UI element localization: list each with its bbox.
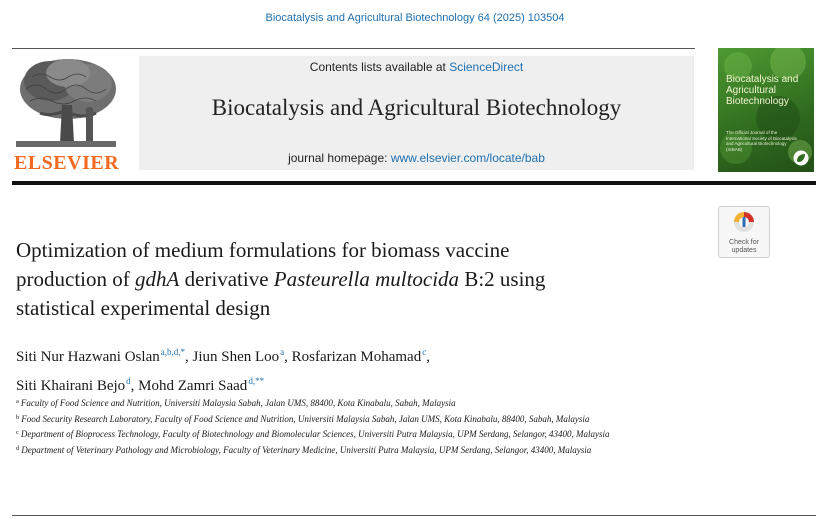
affiliation-key: a [16, 398, 19, 405]
elsevier-logo[interactable] [12, 55, 120, 173]
contents-prefix: Contents lists available at [309, 60, 450, 74]
journal-title: Biocatalysis and Agricultural Biotechnology [211, 95, 622, 120]
author-list [16, 340, 776, 398]
affiliation-item [16, 443, 706, 457]
check-label-line: updates [731, 246, 757, 254]
homepage-prefix: journal homepage: [288, 151, 391, 165]
affiliation-text: Department of Bioprocess Technology, Faculty of Biotechnology and Biomolecular Sciences, Universiti Putra Malaysia, UPM Serdang, Selangor, 43400, Malaysia [20, 429, 610, 439]
author-line [16, 369, 776, 398]
article-title [16, 236, 706, 323]
check-for-updates-label [719, 239, 769, 254]
article-title-line [16, 265, 706, 294]
contents-available-line [139, 60, 694, 74]
elsevier-wordmark: ELSEVIER [14, 152, 120, 174]
author-affiliation-marker[interactable]: c [422, 347, 427, 357]
affiliation-item [16, 427, 706, 441]
affiliation-text: Department of Veterinary Pathology and Microbiology, Faculty of Veterinary Medicine, Universiti Putra Malaysia, UPM Serdang, Selangor, 43400, Malaysia [21, 444, 592, 455]
check-label-line: Check for [729, 239, 759, 246]
author-name[interactable]: Siti Khairani Bejo [16, 378, 126, 394]
article-title-line: statistical experimental design [16, 296, 271, 320]
title-text: derivative [179, 267, 274, 291]
affiliation-key: d [16, 444, 20, 452]
affiliation-key: c [16, 429, 19, 436]
title-text: production of [16, 267, 135, 291]
title-gene-name: gdhA [134, 267, 180, 291]
author-separator: , [426, 349, 430, 365]
affiliation-text: Food Security Research Laboratory, Faculty of Food Science and Nutrition, Universiti Malaysia Sabah, Jalan UMS, Kota Kinabalu, 88400, Sabah, Malaysia [21, 413, 590, 424]
affiliation-item [16, 412, 706, 426]
article-title-line: Optimization of medium formulations for biomass vaccine [16, 238, 510, 262]
cover-title-line: Biocatalysis and [726, 74, 799, 85]
author-name[interactable]: Mohd Zamri Saad [138, 378, 248, 394]
leaf-icon [793, 150, 809, 166]
header-divider [12, 181, 816, 185]
check-for-updates-icon [733, 211, 755, 233]
journal-homepage-link[interactable]: www.elsevier.com/locate/bab [390, 151, 545, 165]
author-name[interactable]: Rosfarizan Mohamad [291, 349, 422, 365]
journal-citation[interactable]: Biocatalysis and Agricultural Biotechnology 64 (2025) 103504 [265, 12, 565, 24]
author-name[interactable]: Siti Nur Hazwani Oslan [16, 349, 160, 365]
author-separator: , [130, 378, 139, 394]
journal-cover[interactable] [718, 48, 814, 172]
cover-title [726, 74, 808, 107]
elsevier-tree-icon [12, 55, 120, 153]
journal-homepage-line [139, 151, 694, 165]
sciencedirect-link[interactable]: ScienceDirect [449, 60, 524, 74]
affiliation-list [16, 396, 706, 458]
affiliation-item [16, 396, 706, 410]
journal-masthead [139, 56, 694, 170]
cover-subtitle: The Official Journal of the International Society of Biocatalysis and Agricultural Biotechnology (ISBAB) [726, 130, 797, 152]
top-divider [12, 48, 695, 49]
author-separator: , [184, 349, 193, 365]
affiliation-key: b [16, 413, 20, 421]
author-line [16, 340, 776, 369]
author-affiliation-marker[interactable]: d [126, 376, 131, 386]
author-affiliation-marker[interactable]: d,** [248, 376, 265, 386]
affiliation-text: Faculty of Food Science and Nutrition, Universiti Malaysia Sabah, Jalan UMS, 88400, Kota Kinabalu, Sabah, Malaysia [20, 398, 456, 408]
check-for-updates-button[interactable] [718, 206, 770, 258]
cover-title-line: Biotechnology [726, 96, 789, 107]
author-separator: , [284, 349, 292, 365]
title-species-name: Pasteurella multocida [273, 267, 460, 291]
author-name[interactable]: Jiun Shen Loo [192, 349, 280, 365]
cover-title-line: Agricultural [726, 85, 777, 96]
title-text: B:2 using [459, 267, 546, 291]
bottom-divider [12, 515, 816, 516]
author-affiliation-marker[interactable]: a,b,d,* [160, 347, 185, 357]
author-affiliation-marker[interactable]: a [280, 347, 285, 357]
